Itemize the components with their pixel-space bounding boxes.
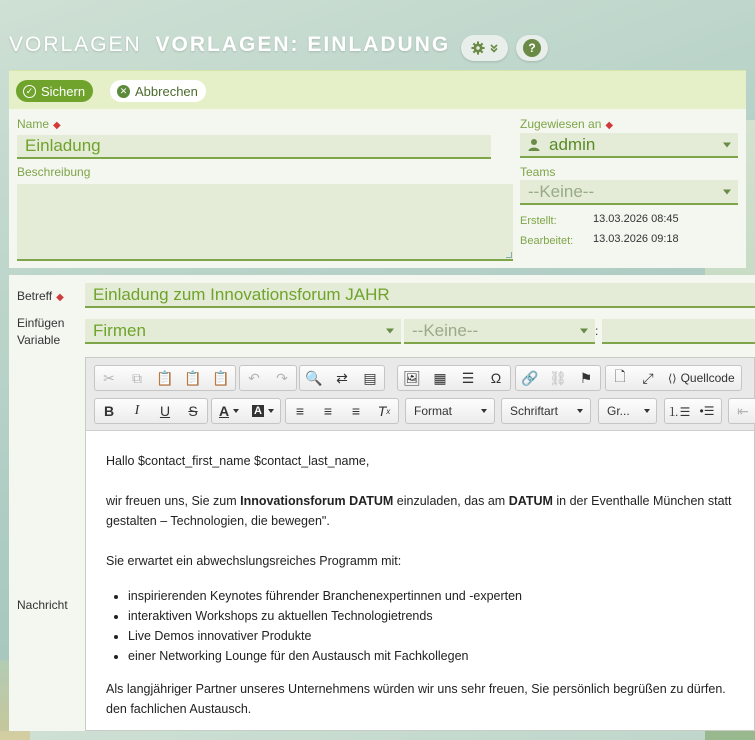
italic-icon[interactable]: I	[134, 403, 140, 418]
list-item: • inspirierenden Keynotes führender Branchenexpertinnen und -experten	[128, 586, 755, 606]
cancel-button-label: Abbrechen	[135, 83, 198, 99]
table-icon[interactable]: ▦	[433, 369, 447, 386]
font-combo[interactable]	[501, 398, 591, 424]
insert-group	[397, 365, 511, 391]
required-icon: ◆	[56, 292, 64, 303]
para1-text-e: in der Eventhalle München statt	[552, 494, 732, 508]
page-header	[0, 0, 755, 70]
required-icon: ◆	[53, 120, 61, 131]
para1-bold-event: Innovationsforum DATUM	[240, 494, 394, 508]
paste-icon[interactable]: 📋	[156, 369, 174, 386]
teams-select[interactable]	[520, 180, 738, 205]
message-editor	[85, 357, 755, 731]
name-field[interactable]	[17, 135, 491, 159]
chevron-down-icon	[481, 409, 487, 413]
format-combo[interactable]	[405, 398, 495, 424]
double-chevron-down-icon	[489, 43, 499, 53]
source-icon: ⟨⟩	[668, 372, 677, 385]
outdent-icon[interactable]: ⇤	[737, 402, 749, 419]
save-button[interactable]	[16, 80, 93, 102]
subject-value: Einladung zum Innovationsforum JAHR	[93, 284, 390, 304]
assigned-label	[520, 117, 613, 131]
field-select[interactable]	[404, 319, 595, 344]
chevron-down-icon	[386, 328, 394, 333]
user-icon	[528, 138, 540, 151]
save-button-label: Sichern	[41, 83, 86, 99]
help-button[interactable]	[516, 35, 548, 61]
size-combo[interactable]	[598, 398, 657, 424]
modified-value: 13.03.2026 09:18	[593, 233, 679, 245]
editor-content[interactable]	[106, 451, 755, 719]
chevron-down-icon	[580, 328, 588, 333]
template-details-panel	[9, 70, 746, 268]
module-select[interactable]	[85, 319, 401, 344]
teams-label: Teams	[520, 165, 556, 179]
color-group	[211, 398, 281, 424]
para1-text-a: wir freuen uns, Sie zum	[106, 494, 241, 508]
paragraph-1	[106, 491, 755, 511]
close-icon: ✕	[117, 85, 130, 98]
created-value: 13.03.2026 08:45	[593, 213, 679, 225]
assigned-user-select[interactable]	[520, 133, 738, 158]
para1-text-c: einzuladen, das am	[393, 494, 509, 508]
paragraph-3-line-2: den fachlichen Austausch.	[106, 702, 252, 716]
copy-icon[interactable]: ⧉	[132, 369, 142, 386]
cut-icon[interactable]: ✂	[103, 369, 115, 386]
source-button[interactable]	[662, 366, 741, 390]
paste-word-icon[interactable]: 📋	[212, 369, 230, 386]
editor-toolbar	[86, 358, 754, 431]
chevron-down-icon	[644, 409, 650, 413]
align-center-icon[interactable]: ≡	[323, 403, 333, 419]
page-title	[9, 33, 450, 57]
size-combo-label: Gr...	[607, 404, 630, 418]
field-select-value: --Keine--	[412, 320, 479, 340]
horizontal-line-icon[interactable]: ☰	[461, 369, 475, 386]
paragraph-1-line-2: gestalten – Technologien, die bewegen".	[106, 514, 330, 528]
remove-format-icon[interactable]: T x	[377, 403, 391, 419]
history-group	[239, 365, 297, 391]
para1-bold-date: DATUM	[508, 494, 553, 508]
program-list	[106, 586, 755, 666]
modified-label: Bearbeitet:	[520, 235, 574, 247]
variable-output-field[interactable]	[602, 319, 755, 344]
paste-text-icon[interactable]: 📋	[184, 369, 202, 386]
list-item: • interaktiven Workshops zu aktuellen Technologietrends	[128, 606, 755, 626]
preview-icon[interactable]: 🗋	[614, 368, 626, 384]
insert-variable-label	[17, 315, 64, 349]
assigned-label-text: Zugewiesen an	[520, 117, 602, 131]
teams-value: --Keine--	[528, 181, 595, 201]
subject-label	[17, 288, 64, 306]
select-all-icon[interactable]: ▤	[363, 369, 377, 386]
find-group	[299, 365, 385, 391]
chevron-down-icon	[723, 142, 731, 147]
settings-menu-button[interactable]	[461, 35, 508, 61]
align-left-icon[interactable]: ≡	[295, 403, 305, 419]
assigned-value: admin	[549, 134, 596, 154]
resize-handle[interactable]	[506, 252, 512, 258]
redo-icon[interactable]: ↷	[276, 369, 288, 386]
basic-style-group	[94, 398, 208, 424]
record-title: VORLAGEN: EINLADUNG	[155, 33, 451, 56]
list-item: • Live Demos innovativer Produkte	[128, 626, 755, 646]
numbered-list-icon[interactable]: ⒈☰	[667, 404, 691, 419]
list-item: • einer Networking Lounge für den Austausch mit Fachkollegen	[128, 646, 755, 666]
text-color-icon[interactable]: A	[212, 399, 246, 423]
strikethrough-icon[interactable]: S	[188, 403, 198, 419]
search-icon[interactable]: 🔍	[305, 369, 323, 386]
insert-variable-line2: Variable	[17, 333, 61, 347]
message-label: Nachricht	[17, 598, 68, 612]
image-icon[interactable]: 🖼	[403, 369, 421, 386]
paragraph-3: Als langjähriger Partner unseres Unternehmens würden wir uns sehr freuen, Sie persönlich begrüßen zu dürfen.	[106, 682, 726, 696]
indent-group	[728, 398, 755, 424]
variable-separator: :	[595, 324, 599, 338]
description-label: Beschreibung	[17, 165, 91, 179]
required-icon: ◆	[605, 120, 614, 131]
align-right-icon[interactable]: ≡	[351, 403, 361, 419]
action-bar	[9, 70, 746, 109]
chevron-down-icon	[577, 409, 583, 413]
check-icon: ✓	[23, 85, 36, 98]
insert-variable-line1: Einfügen	[17, 316, 65, 330]
maximize-icon[interactable]: ⤢	[642, 369, 654, 386]
name-label	[17, 117, 61, 131]
clipboard-group	[94, 365, 236, 391]
special-char-icon[interactable]: Ω	[490, 370, 502, 386]
source-label: Quellcode	[680, 371, 735, 385]
bulleted-list-icon[interactable]: •☰	[699, 404, 715, 418]
subject-field[interactable]	[85, 283, 755, 308]
name-value: Einladung	[25, 136, 101, 155]
gear-icon	[471, 41, 485, 55]
anchor-flag-icon[interactable]: ⚑	[579, 369, 593, 386]
format-combo-label: Format	[414, 404, 453, 418]
module-select-value: Firmen	[93, 320, 146, 340]
view-group	[605, 365, 742, 391]
undo-icon[interactable]: ↶	[248, 369, 260, 386]
unlink-icon[interactable]: ⛓	[549, 369, 567, 386]
paragraph-2: Sie erwartet ein abwechslungsreiches Programm mit:	[106, 554, 402, 568]
font-combo-label: Schriftart	[510, 404, 559, 418]
replace-icon[interactable]: ⇄	[336, 369, 348, 386]
created-label: Erstellt:	[520, 215, 557, 227]
chevron-down-icon	[723, 189, 731, 194]
link-icon[interactable]: 🔗	[521, 369, 539, 386]
greeting-line: Hallo $contact_first_name $contact_last_name,	[106, 454, 370, 468]
bold-icon[interactable]: B	[103, 403, 115, 419]
background-color-icon[interactable]: A	[246, 399, 280, 423]
name-label-text: Name	[17, 117, 50, 131]
list-group	[664, 398, 722, 424]
align-group	[285, 398, 399, 424]
underline-icon[interactable]: U	[159, 403, 171, 419]
subject-label-text: Betreff	[17, 289, 53, 303]
description-field[interactable]	[17, 184, 513, 261]
help-icon: ?	[523, 39, 541, 57]
cancel-button[interactable]	[110, 80, 206, 102]
module-title[interactable]: VORLAGEN	[9, 33, 142, 56]
link-group	[515, 365, 601, 391]
